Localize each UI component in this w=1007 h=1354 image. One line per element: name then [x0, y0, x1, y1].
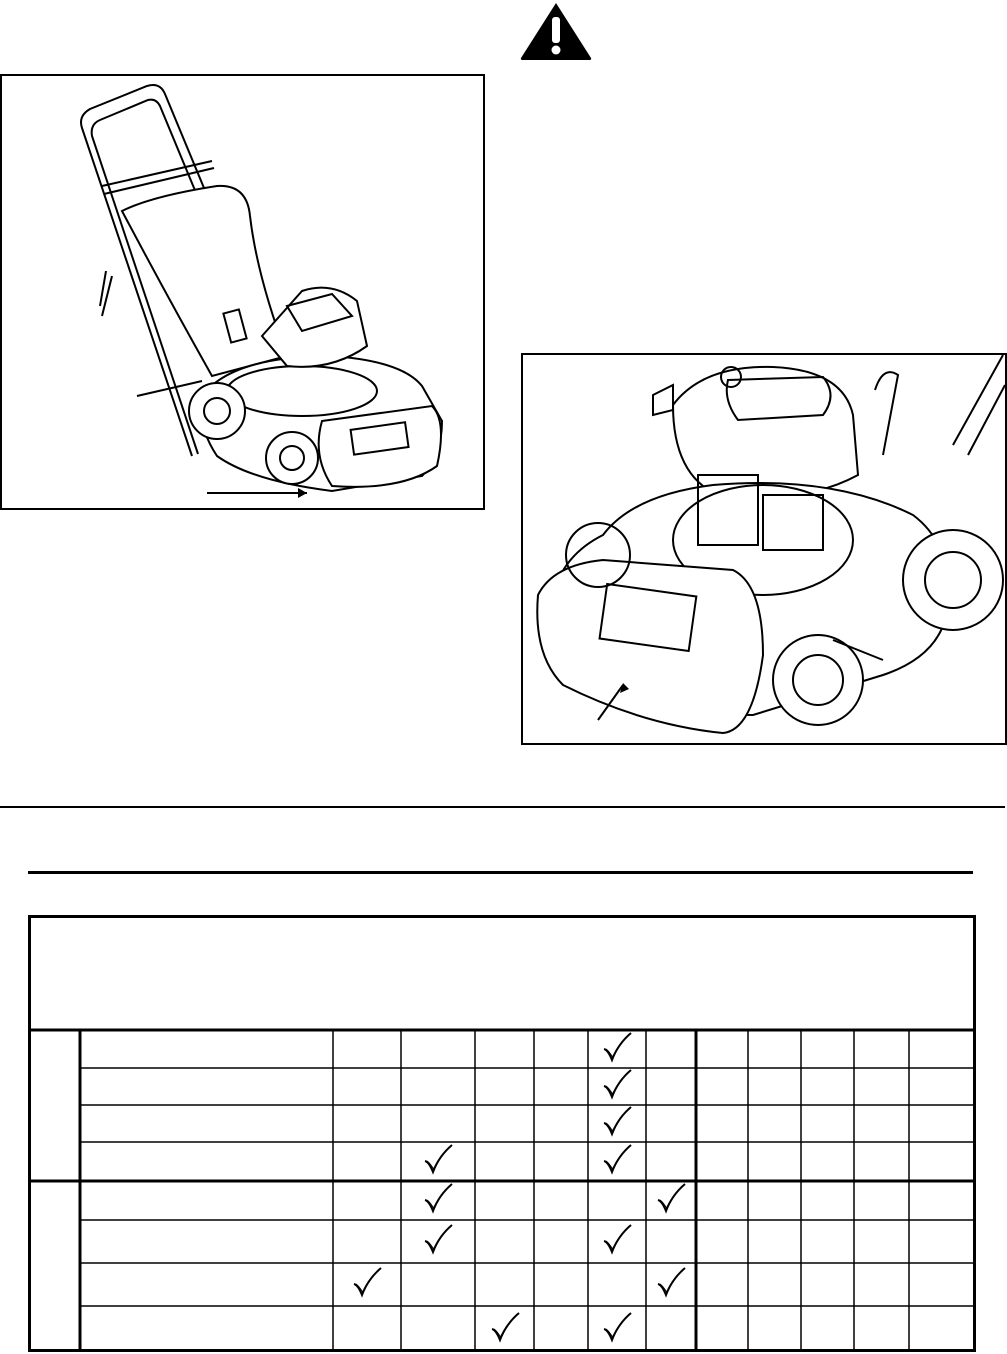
check-mark-icon	[600, 1030, 634, 1064]
figure-left-frame	[0, 74, 485, 510]
section-divider	[0, 806, 1005, 808]
check-mark-icon	[600, 1222, 634, 1256]
vacuum-front-view-illustration	[523, 355, 1005, 743]
maintenance-schedule-table	[28, 915, 976, 1352]
heading-underline	[28, 871, 973, 874]
check-mark-icon	[421, 1222, 455, 1256]
check-mark-icon	[421, 1181, 455, 1215]
check-mark-icon	[654, 1181, 688, 1215]
check-mark-icon	[421, 1142, 455, 1176]
check-mark-icon	[600, 1104, 634, 1138]
check-marks-layer	[28, 915, 976, 1352]
check-mark-icon	[654, 1265, 688, 1299]
check-mark-icon	[600, 1142, 634, 1176]
check-mark-icon	[600, 1310, 634, 1344]
check-mark-icon	[350, 1265, 384, 1299]
check-mark-icon	[488, 1310, 522, 1344]
check-mark-icon	[600, 1067, 634, 1101]
vacuum-side-view-illustration	[2, 76, 483, 508]
warning-triangle-icon	[518, 0, 594, 62]
figure-right-frame	[521, 353, 1007, 745]
